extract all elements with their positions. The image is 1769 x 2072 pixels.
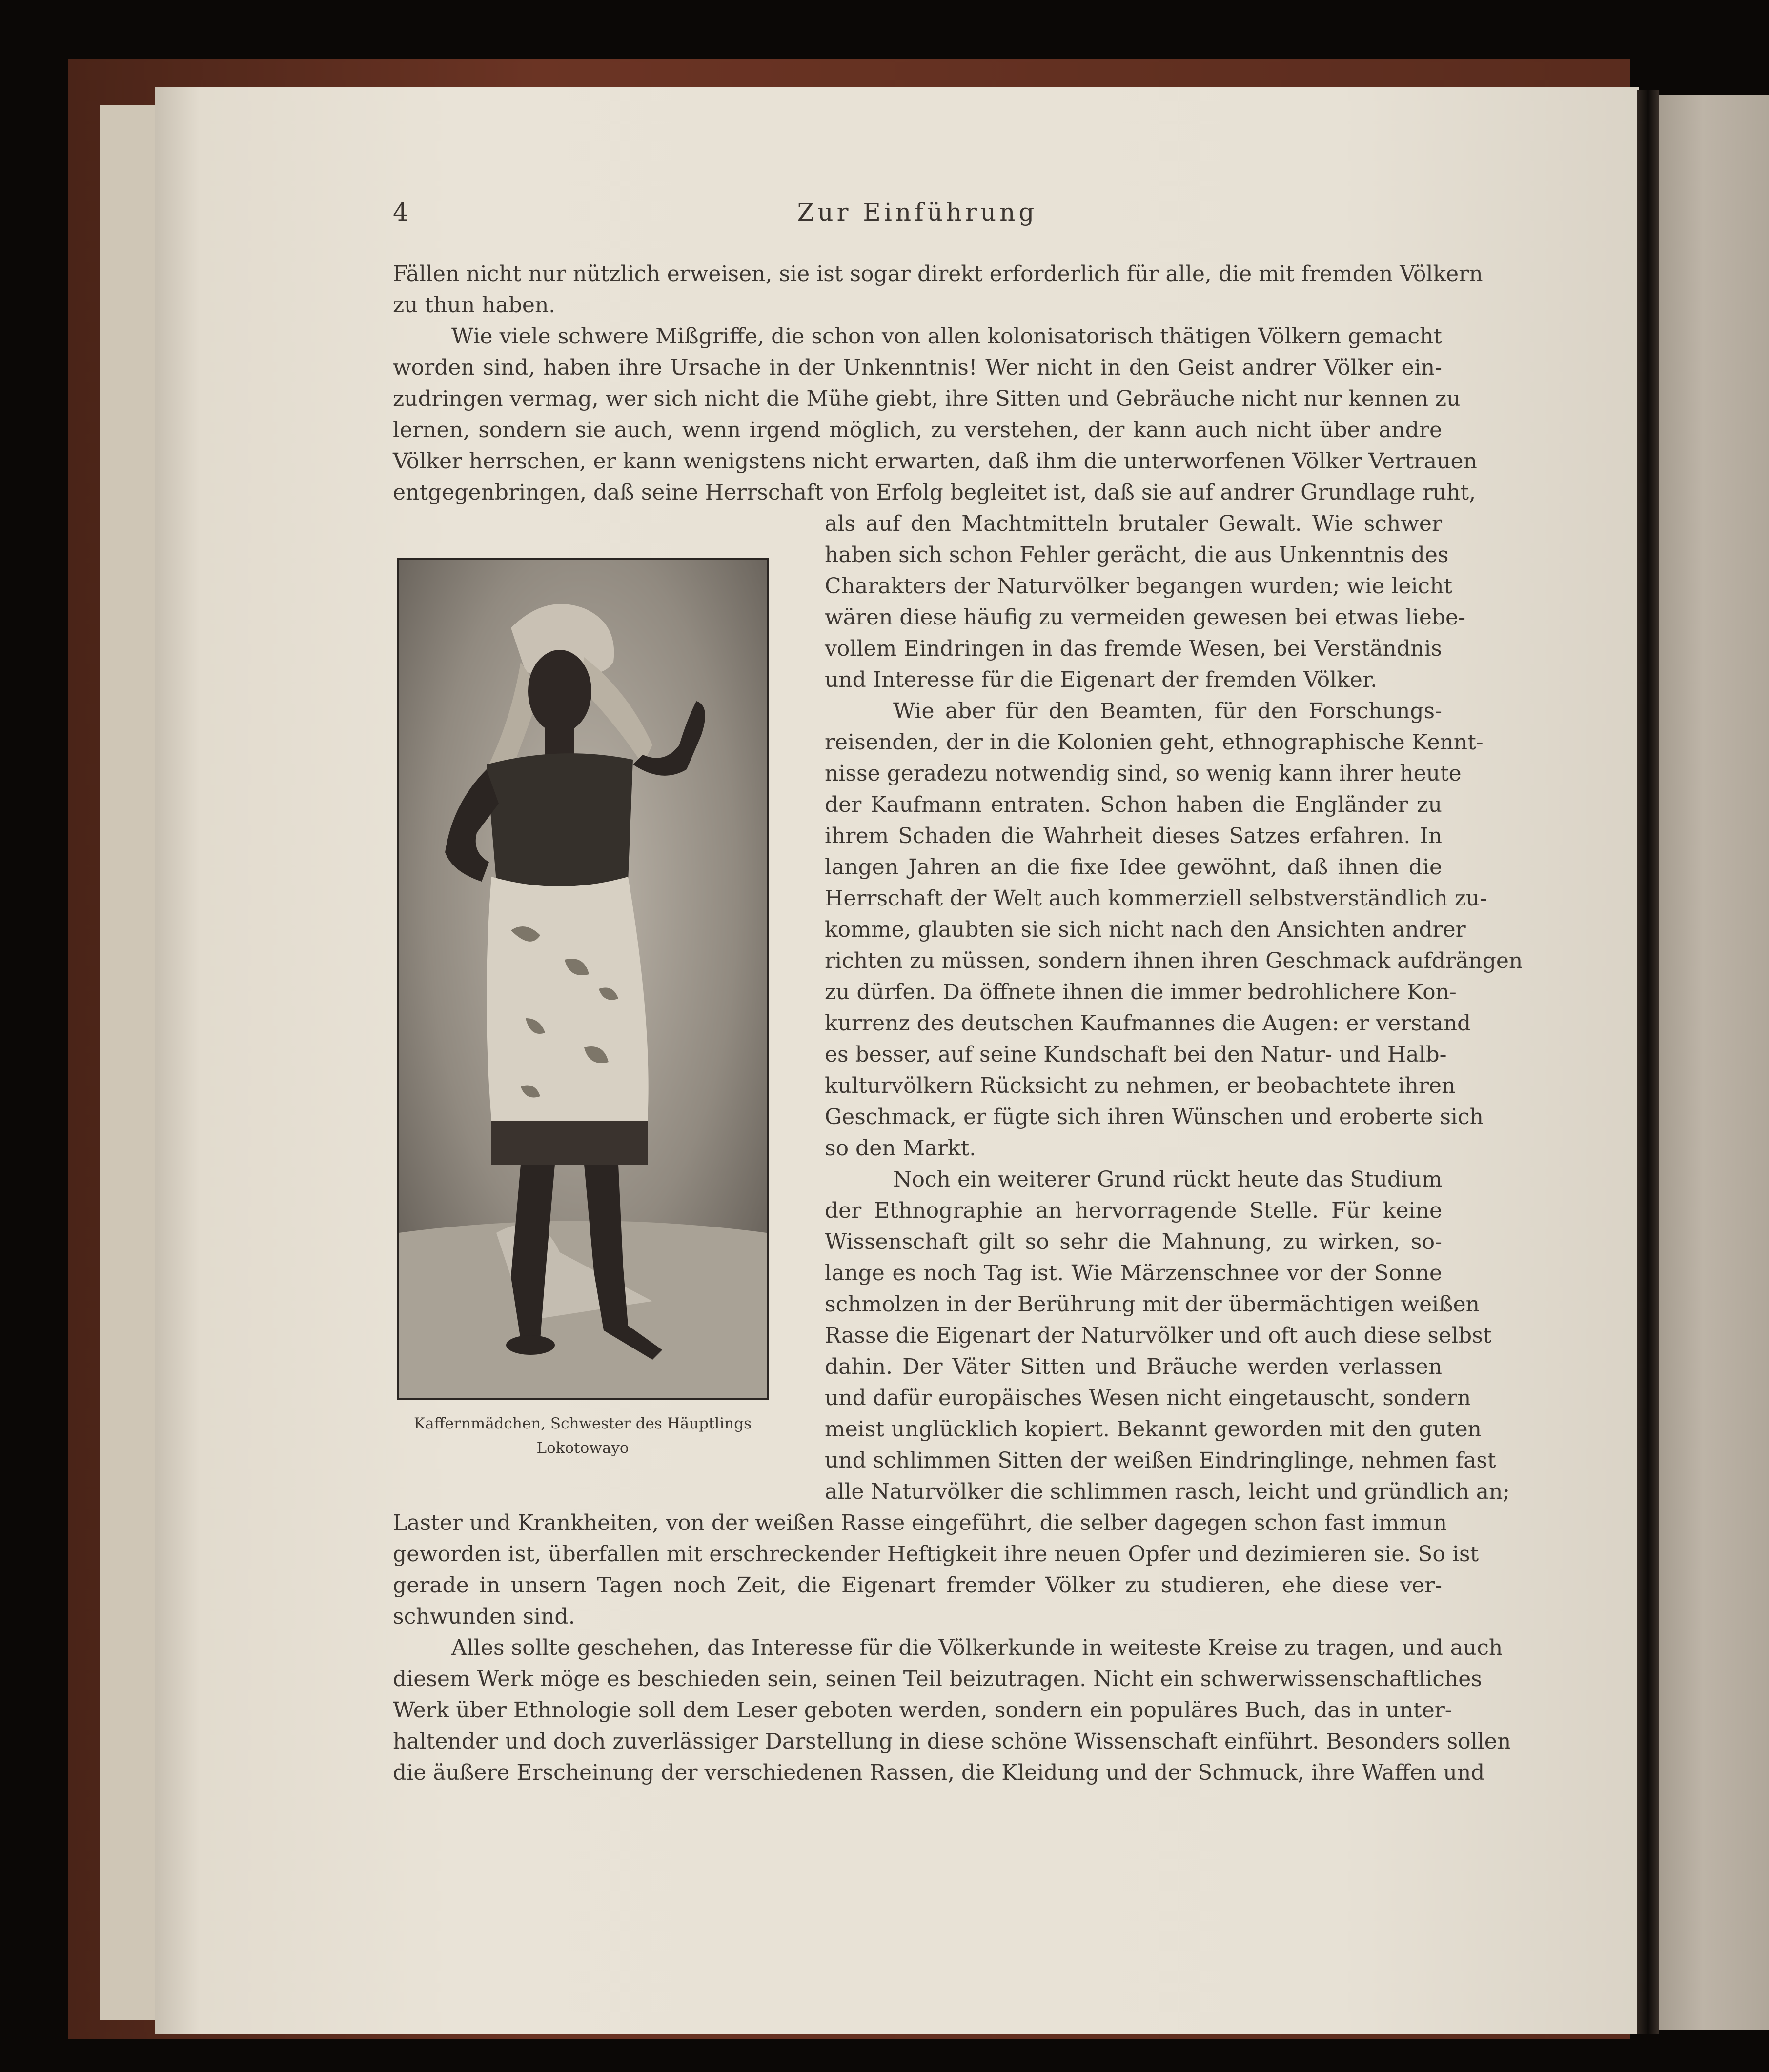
text-line: so den Markt. (825, 1136, 976, 1161)
text-line: Fällen nicht nur nützlich erweisen, sie ist sogar direkt erforderlich für alle, die mit fremden Völkern (393, 262, 1483, 286)
text-line: kurrenz des deutschen Kaufmannes die Augen: er verstand (825, 1011, 1471, 1036)
text-line: Laster und Krankheiten, von der weißen Rasse eingeführt, die selber dagegen schon fast immun (393, 1510, 1447, 1535)
running-head (393, 193, 1442, 232)
text-line: worden sind, haben ihre Ursache in der Unkenntnis! Wer nicht in den Geist andrer Völker ein- (393, 355, 1442, 380)
text-line: kulturvölkern Rücksicht zu nehmen, er beobachtete ihren (825, 1073, 1456, 1098)
text-line: haltender und doch zuverlässiger Darstellung in diese schöne Wissenschaft einführt. Besonders sollen (393, 1729, 1511, 1754)
text-line: ihrem Schaden die Wahrheit dieses Satzes erfahren. In (825, 824, 1442, 848)
text-line: der Kaufmann entraten. Schon haben die Engländer zu (825, 792, 1442, 817)
text-line: reisenden, der in die Kolonien geht, ethnographische Kennt- (825, 730, 1484, 755)
text-line: vollem Eindringen in das fremde Wesen, bei Verständnis (825, 636, 1442, 661)
text-line: Herrschaft der Welt auch kommerziell selbstverständlich zu- (825, 886, 1487, 911)
text-line: Geschmack, er fügte sich ihren Wünschen und eroberte sich (825, 1105, 1484, 1129)
text-line: Völker herrschen, er kann wenigstens nicht erwarten, daß ihm die unterworfenen Völker Vertrauen (393, 449, 1477, 474)
text-line: meist unglücklich kopiert. Bekannt geworden mit den guten (825, 1417, 1482, 1442)
text-line: alle Naturvölker die schlimmen rasch, leicht und gründlich an; (825, 1479, 1510, 1504)
text-line: geworden ist, überfallen mit erschreckender Heftigkeit ihre neuen Opfer und dezimieren sie. So ist (393, 1542, 1479, 1567)
text-line: diesem Werk möge es beschieden sein, seinen Teil beizutragen. Nicht ein schwerwissenschaftliches (393, 1667, 1482, 1691)
text-line: zu dürfen. Da öffnete ihnen die immer bedrohlichere Kon- (825, 980, 1457, 1005)
text-line: wären diese häufig zu vermeiden gewesen bei etwas liebe- (825, 605, 1465, 630)
text-line: entgegenbringen, daß seine Herrschaft von Erfolg begleitet ist, daß sie auf andrer Grundlage ruht, (393, 480, 1476, 505)
text-line: haben sich schon Fehler gerächt, die aus Unkenntnis des (825, 543, 1449, 567)
text-line: zu thun haben. (393, 293, 556, 318)
text-line: schmolzen in der Berührung mit der übermächtigen weißen (825, 1292, 1480, 1317)
text-line: Wie aber für den Beamten, für den Forschungs- (893, 699, 1442, 724)
figure-caption-line-1: Kaffernmädchen, Schwester des Häuptlings (414, 1415, 752, 1432)
text-line: Rasse die Eigenart der Naturvölker und oft auch diese selbst (825, 1323, 1492, 1348)
text-line: und Interesse für die Eigenart der fremden Völker. (825, 667, 1378, 692)
text-line: der Ethnographie an hervorragende Stelle. Für keine (825, 1198, 1442, 1223)
text-line: komme, glaubten sie sich nicht nach den Ansichten andrer (825, 917, 1466, 942)
text-line: zudringen vermag, wer sich nicht die Mühe giebt, ihre Sitten und Gebräuche nicht nur kennen zu (393, 386, 1461, 411)
text-line: und schlimmen Sitten der weißen Eindringlinge, nehmen fast (825, 1448, 1496, 1473)
text-line: als auf den Machtmitteln brutaler Gewalt. Wie schwer (825, 511, 1442, 536)
text-line: Wissenschaft gilt so sehr die Mahnung, zu wirken, so- (825, 1229, 1442, 1254)
text-line: Werk über Ethnologie soll dem Leser geboten werden, sondern ein populäres Buch, das in unter- (393, 1698, 1452, 1723)
text-line: Alles sollte geschehen, das Interesse für die Völkerkunde in weiteste Kreise zu tragen, und auch (451, 1635, 1503, 1660)
running-head-title: Zur Einführung (797, 198, 1038, 226)
figure-caption-line-2: Lokotowayo (536, 1439, 629, 1457)
photo-illustration (399, 560, 767, 1398)
text-line: die äußere Erscheinung der verschiedenen Rassen, die Kleidung und der Schmuck, ihre Waffen und (393, 1760, 1485, 1785)
text-line: schwunden sind. (393, 1604, 575, 1629)
facing-page-edge (1659, 95, 1769, 2030)
text-line: dahin. Der Väter Sitten und Bräuche werden verlassen (825, 1354, 1442, 1379)
text-line: nisse geradezu notwendig sind, so wenig kann ihrer heute (825, 761, 1462, 786)
text-line: gerade in unsern Tagen noch Zeit, die Eigenart fremder Völker zu studieren, ehe diese ver- (393, 1573, 1442, 1598)
book-gutter (1637, 90, 1659, 2034)
text-line: Noch ein weiterer Grund rückt heute das Studium (893, 1167, 1443, 1192)
text-line: lange es noch Tag ist. Wie Märzenschnee vor der Sonne (825, 1261, 1442, 1286)
text-line: langen Jahren an die fixe Idee gewöhnt, daß ihnen die (825, 855, 1442, 880)
text-line: richten zu müssen, sondern ihnen ihren Geschmack aufdrängen (825, 948, 1523, 973)
text-line: Charakters der Naturvölker begangen wurden; wie leicht (825, 574, 1453, 599)
text-line: Wie viele schwere Mißgriffe, die schon von allen kolonisatorisch thätigen Völkern gemacht (451, 324, 1442, 349)
text-line: und dafür europäisches Wesen nicht eingetauscht, sondern (825, 1386, 1471, 1410)
text-line: es besser, auf seine Kundschaft bei den Natur- und Halb- (825, 1042, 1447, 1067)
text-line: lernen, sondern sie auch, wenn irgend möglich, zu verstehen, der kann auch nicht über andre (393, 418, 1442, 443)
page-number: 4 (393, 198, 408, 226)
figure-photograph (397, 558, 769, 1400)
